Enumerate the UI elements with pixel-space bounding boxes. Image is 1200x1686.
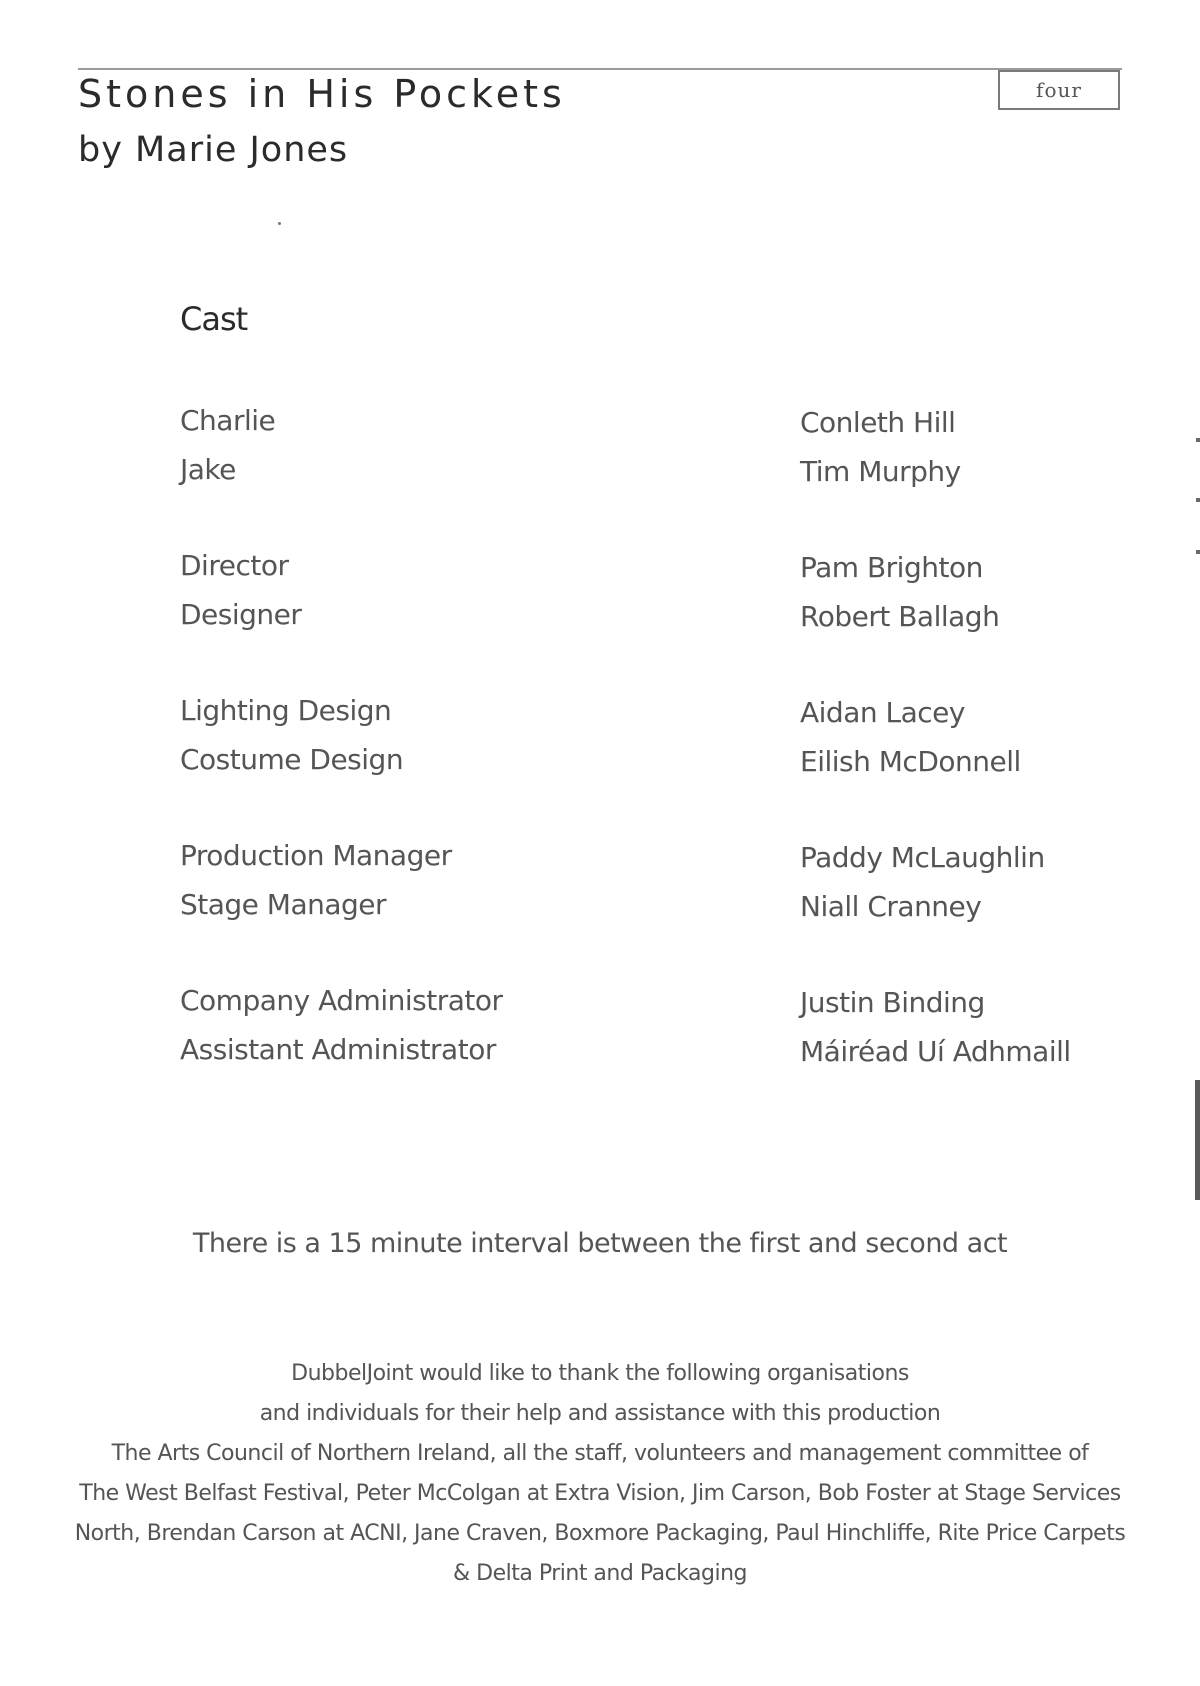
credit-name: Eilish McDonnell [800,745,1021,778]
credit-name: Conleth Hill [800,406,956,439]
credit-role: Production Manager [180,839,452,872]
credit-role: Stage Manager [180,888,387,921]
credit-group [180,404,1080,502]
credit-group [180,984,1080,1082]
scan-edge-mark [1196,438,1200,442]
credit-row [180,1033,1080,1082]
credit-row [180,453,1080,502]
credit-name: Pam Brighton [800,551,983,584]
acknowledgement-line: DubbelJoint would like to thank the following organisations [291,1361,909,1386]
credit-role: Jake [180,453,236,486]
credit-role: Costume Design [180,743,404,776]
credit-row [180,839,1080,888]
credit-name: Máiréad Uí Adhmaill [800,1035,1071,1068]
credit-group [180,549,1080,647]
credit-group [180,839,1080,937]
credit-role: Charlie [180,404,276,437]
scan-edge-mark [1195,1080,1200,1200]
print-speck [278,222,281,225]
acknowledgements [60,1354,1140,1594]
credit-name: Paddy McLaughlin [800,841,1045,874]
credit-name: Justin Binding [800,986,985,1019]
scan-edge-mark [1196,498,1200,502]
credit-row [180,549,1080,598]
credit-name: Tim Murphy [800,455,961,488]
playwright-byline: by Marie Jones [78,130,349,170]
credit-role: Lighting Design [180,694,392,727]
credit-role: Assistant Administrator [180,1033,496,1066]
play-title: Stones in His Pockets [78,72,566,116]
credit-row [180,888,1080,937]
cast-heading: Cast [180,300,248,338]
scan-edge-mark [1196,550,1200,554]
credit-role: Director [180,549,289,582]
acknowledgement-line: The Arts Council of Northern Ireland, all the staff, volunteers and management committee of [111,1441,1089,1466]
credit-role: Designer [180,598,302,631]
acknowledgement-line: & Delta Print and Packaging [453,1561,747,1586]
credit-row [180,984,1080,1033]
header-rule [78,68,1122,70]
credit-group [180,694,1080,792]
credit-role: Company Administrator [180,984,503,1017]
interval-note: There is a 15 minute interval between the first and second act [192,1228,1008,1259]
credit-name: Niall Cranney [800,890,982,923]
credit-name: Robert Ballagh [800,600,1000,633]
credit-row [180,743,1080,792]
credit-row [180,598,1080,647]
acknowledgement-line: North, Brendan Carson at ACNI, Jane Craven, Boxmore Packaging, Paul Hinchliffe, Rite Price Carpets [74,1521,1126,1546]
acknowledgement-line: and individuals for their help and assistance with this production [259,1401,941,1426]
credit-name: Aidan Lacey [800,696,965,729]
acknowledgement-line: The West Belfast Festival, Peter McColgan at Extra Vision, Jim Carson, Bob Foster at Stage Services [79,1481,1121,1506]
credit-row [180,694,1080,743]
page-number-tab: four [998,70,1120,110]
credit-row [180,404,1080,453]
credits-list [180,404,1080,1129]
